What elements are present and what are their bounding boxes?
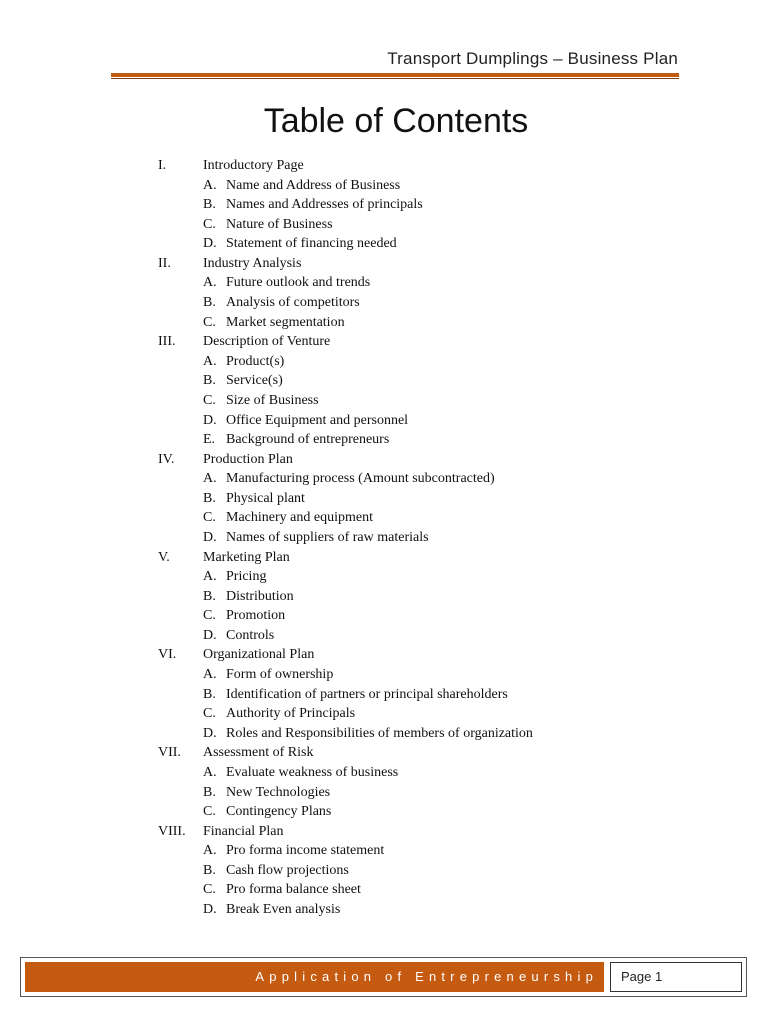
toc-subitem (0, 783, 768, 803)
section-number: VIII. (158, 823, 186, 839)
subitem-text: Background of entrepreneurs (226, 432, 390, 448)
subitem-text: Manufacturing process (Amount subcontracted) (226, 471, 495, 487)
subitem-letter: D. (203, 236, 217, 252)
toc-section (0, 156, 768, 176)
section-title: Financial Plan (203, 823, 284, 839)
toc-subitem (0, 587, 768, 607)
toc-subitem (0, 313, 768, 333)
subitem-letter: A. (203, 843, 217, 859)
subitem-text: Machinery and equipment (226, 510, 373, 526)
subitem-letter: B. (203, 588, 216, 604)
subitem-letter: B. (203, 295, 216, 311)
toc-subitem (0, 841, 768, 861)
subitem-letter: B. (203, 862, 216, 878)
section-number: III. (158, 334, 176, 350)
toc-subitem (0, 215, 768, 235)
header-rule-thin (111, 78, 679, 79)
header-title: Transport Dumplings – Business Plan (387, 49, 678, 68)
subitem-text: Analysis of competitors (226, 295, 360, 311)
toc-subitem (0, 273, 768, 293)
subitem-letter: D. (203, 627, 217, 643)
subitem-letter: D. (203, 901, 217, 917)
subitem-text: Product(s) (226, 353, 285, 369)
section-number: IV. (158, 451, 175, 467)
toc-section (0, 254, 768, 274)
section-number: V. (158, 549, 170, 565)
subitem-letter: A. (203, 764, 217, 780)
subitem-text: Pro forma balance sheet (226, 882, 361, 898)
section-title: Description of Venture (203, 334, 331, 350)
subitem-text: Size of Business (226, 392, 319, 408)
subitem-letter: C. (203, 608, 216, 624)
subitem-letter: A. (203, 569, 217, 585)
subitem-letter: C. (203, 706, 216, 722)
subitem-text: Authority of Principals (226, 706, 356, 722)
subitem-text: Break Even analysis (226, 901, 341, 917)
toc-section (0, 548, 768, 568)
subitem-text: Identification of partners or principal shareholders (226, 686, 508, 702)
subitem-text: Nature of Business (226, 216, 333, 232)
subitem-letter: B. (203, 373, 216, 389)
section-number: VI. (158, 647, 177, 663)
subitem-text: New Technologies (226, 784, 331, 800)
section-title: Industry Analysis (203, 255, 302, 271)
subitem-text: Contingency Plans (226, 804, 332, 820)
page-number: Page 1 (621, 969, 663, 984)
subitem-text: Pro forma income statement (226, 843, 385, 859)
toc-subitem (0, 724, 768, 744)
subitem-letter: D. (203, 529, 217, 545)
subitem-text: Names and Addresses of principals (226, 197, 423, 213)
toc-subitem (0, 176, 768, 196)
toc-subitem (0, 665, 768, 685)
subitem-text: Distribution (226, 588, 294, 604)
subitem-letter: A. (203, 177, 217, 193)
subitem-letter: B. (203, 784, 216, 800)
toc-subitem (0, 508, 768, 528)
section-title: Introductory Page (203, 158, 304, 173)
subitem-text: Cash flow projections (226, 862, 349, 878)
toc-subitem (0, 371, 768, 391)
subitem-letter: A. (203, 353, 217, 369)
subitem-letter: C. (203, 510, 216, 526)
subitem-letter: C. (203, 314, 216, 330)
subitem-letter: B. (203, 197, 216, 213)
toc-subitem (0, 234, 768, 254)
toc-section (0, 450, 768, 470)
section-number: I. (158, 158, 167, 173)
toc-subitem (0, 293, 768, 313)
subitem-letter: C. (203, 804, 216, 820)
subitem-letter: C. (203, 392, 216, 408)
subitem-text: Promotion (226, 608, 286, 624)
subitem-letter: E. (203, 432, 216, 448)
page-title: Table of Contents (263, 102, 529, 140)
toc-section (0, 822, 768, 842)
header-rule (111, 73, 679, 77)
subitem-text: Physical plant (226, 490, 305, 506)
toc-subitem (0, 606, 768, 626)
subitem-text: Future outlook and trends (226, 275, 371, 291)
subitem-letter: D. (203, 725, 217, 741)
toc-section (0, 645, 768, 665)
subitem-letter: A. (203, 667, 217, 683)
toc-subitem (0, 880, 768, 900)
toc-section (0, 743, 768, 763)
toc-subitem (0, 900, 768, 920)
subitem-letter: C. (203, 882, 216, 898)
section-number: II. (158, 255, 171, 271)
section-title: Organizational Plan (203, 647, 315, 663)
toc-subitem (0, 861, 768, 881)
subitem-text: Form of ownership (226, 667, 334, 683)
toc-subitem (0, 489, 768, 509)
subitem-text: Service(s) (226, 373, 283, 389)
section-title: Assessment of Risk (203, 745, 314, 761)
toc-subitem (0, 352, 768, 372)
subitem-text: Market segmentation (226, 314, 345, 330)
toc-subitem (0, 704, 768, 724)
table-of-contents (0, 156, 768, 920)
subitem-text: Pricing (226, 569, 267, 585)
subitem-letter: B. (203, 686, 216, 702)
toc-subitem (0, 195, 768, 215)
subitem-letter: B. (203, 490, 216, 506)
subitem-text: Evaluate weakness of business (226, 764, 399, 780)
subitem-text: Statement of financing needed (226, 236, 397, 252)
toc-subitem (0, 685, 768, 705)
section-title: Marketing Plan (203, 549, 290, 565)
subitem-text: Names of suppliers of raw materials (226, 529, 429, 545)
toc-subitem (0, 528, 768, 548)
toc-subitem (0, 430, 768, 450)
subitem-text: Controls (226, 627, 275, 643)
subitem-letter: D. (203, 412, 217, 428)
toc-subitem (0, 626, 768, 646)
toc-subitem (0, 469, 768, 489)
section-title: Production Plan (203, 451, 293, 467)
toc-subitem (0, 802, 768, 822)
subitem-text: Roles and Responsibilities of members of organization (226, 725, 533, 741)
subitem-letter: C. (203, 216, 216, 232)
section-number: VII. (158, 745, 181, 761)
subitem-letter: A. (203, 275, 217, 291)
toc-subitem (0, 763, 768, 783)
subitem-text: Office Equipment and personnel (226, 412, 409, 428)
toc-subitem (0, 391, 768, 411)
toc-subitem (0, 567, 768, 587)
toc-subitem (0, 411, 768, 431)
subitem-letter: A. (203, 471, 217, 487)
toc-section (0, 332, 768, 352)
subitem-text: Name and Address of Business (226, 177, 401, 193)
footer-label: Application of Entrepreneurship (255, 969, 598, 984)
